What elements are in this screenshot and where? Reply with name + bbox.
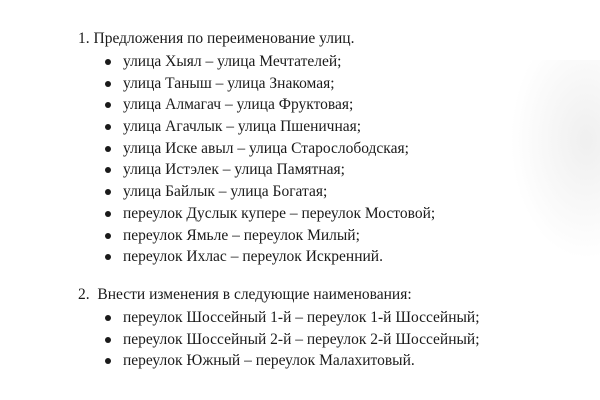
bullet-icon [105,167,111,173]
section-1-number: 1. [78,30,90,47]
list-item-text: переулок Шоссейный 1-й – переулок 1-й Шоссейный; [123,309,480,326]
list-item [0,205,435,227]
section-1-heading [78,30,354,48]
bullet-icon [105,124,111,130]
list-item-text: переулок Ихлас – переулок Искренний. [123,248,383,266]
list-item-text: улица Хыял – улица Мечтателей; [123,53,342,70]
list-item [0,96,435,118]
bullet-icon [105,211,111,217]
list-item-text: улица Байлык – улица Богатая; [123,183,328,201]
list-item-text: переулок Шоссейный 2-й – переулок 2-й Шоссейный; [123,330,480,348]
list-item [0,248,435,270]
list-item-text: переулок Южный – переулок Малахитовый. [123,352,415,370]
section-2-heading [78,286,412,304]
bullet-icon [105,81,111,87]
list-item [0,309,480,331]
list-item-text: переулок Дуслык купере – переулок Мостовой; [123,204,436,222]
list-item [0,75,435,97]
bullet-icon [105,337,111,343]
bullet-icon [105,146,111,152]
list-item-text: улица Алмагач – улица Фруктовая; [123,96,354,114]
bullet-icon [105,233,111,239]
list-item-text: улица Таныш – улица Знакомая; [123,74,335,92]
list-item [0,53,435,75]
section-2-title: Внести изменения в следующие наименования: [97,286,412,303]
bullet-icon [105,189,111,195]
section-2-number: 2. [78,286,90,303]
bullet-icon [105,102,111,108]
bullet-icon [105,59,111,65]
list-item [0,118,435,140]
list-item [0,227,435,249]
list-item [0,161,435,183]
bullet-icon [105,358,111,364]
bullet-icon [105,254,111,260]
list-item [0,331,480,353]
section-1-title: Предложения по переименование улиц. [93,30,355,47]
list-item [0,140,435,162]
bullet-icon [105,315,111,321]
list-item [0,183,435,205]
list-item [0,352,480,374]
section-2-list [0,309,480,374]
list-item-text: переулок Ямьле – переулок Милый; [123,226,360,244]
list-item-text: улица Агачлык – улица Пшеничная; [123,118,362,136]
section-1-list [0,53,435,270]
list-item-text: улица Иске авыл – улица Старослободская; [123,139,409,157]
list-item-text: улица Истэлек – улица Памятная; [123,161,345,179]
